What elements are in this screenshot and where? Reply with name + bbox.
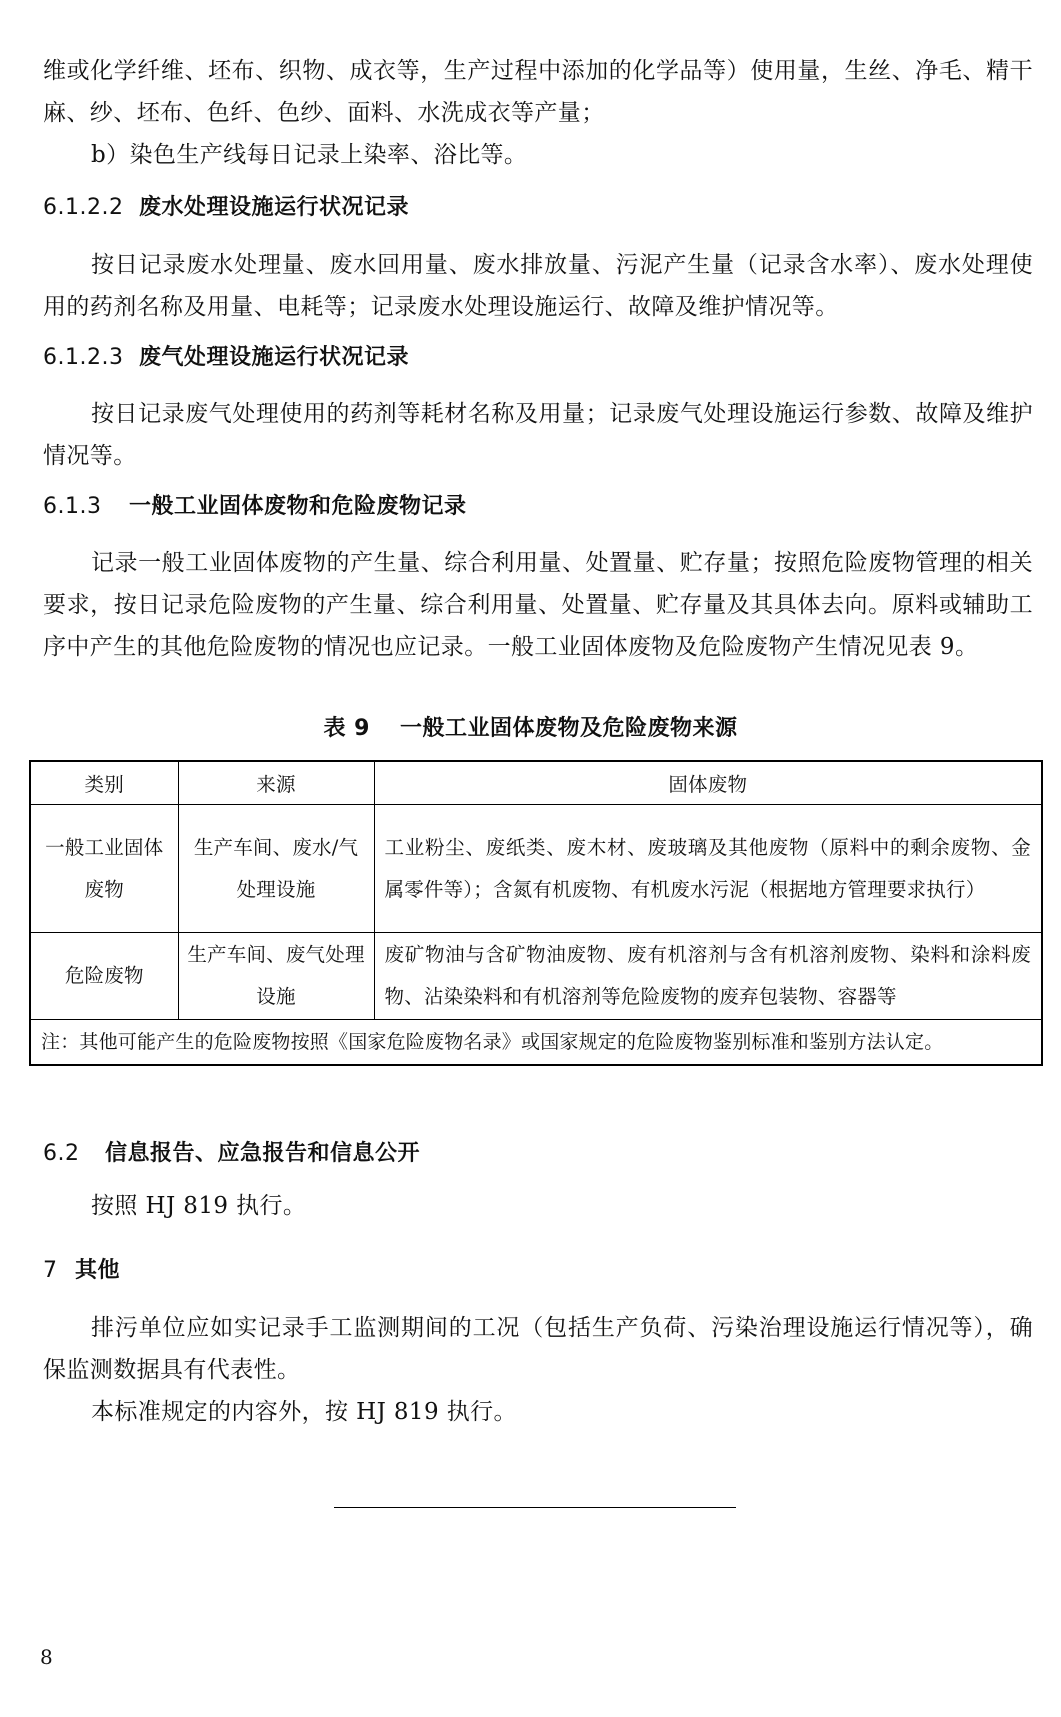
section-number: 6.1.2.3: [43, 345, 124, 370]
page-number: 8: [40, 1645, 53, 1669]
header-source: 来源: [178, 761, 374, 805]
section-title: 一般工业固体废物和危险废物记录: [129, 494, 467, 519]
paragraph-6-1-2-3: 按日记录废气处理使用的药剂等耗材名称及用量；记录废气处理设施运行参数、故障及维护情况等。: [43, 401, 1033, 469]
section-heading-7: [43, 1256, 120, 1286]
section-heading-6-1-2-3: [43, 343, 409, 373]
section-title: 废水处理设施运行状况记录: [139, 195, 410, 220]
continuation-paragraph: 维或化学纤维、坯布、织物、成衣等，生产过程中添加的化学品等）使用量，生丝、净毛、精干麻、纱、坯布、色纤、色纱、面料、水洗成衣等产量；: [43, 58, 1033, 126]
section-heading-6-2: [43, 1139, 420, 1169]
cell-source: 生产车间、废气处理设施: [178, 933, 374, 1020]
section-heading-6-1-3: [43, 492, 467, 522]
end-rule: [334, 1507, 736, 1508]
table-note-row: [30, 1020, 1042, 1066]
cell-category: 危险废物: [30, 933, 178, 1020]
table-note: 注：其他可能产生的危险废物按照《国家危险废物名录》或国家规定的危险废物鉴别标准和鉴别方法认定。: [30, 1020, 1042, 1066]
paragraph-6-1-3: 记录一般工业固体废物的产生量、综合利用量、处置量、贮存量；按照危险废物管理的相关要求，按日记录危险废物的产生量、综合利用量、处置量、贮存量及其具体去向。原料或辅助工序中产生的其他危险废物的情况也应记录。一般工业固体废物及危险废物产生情况见表 9。: [43, 550, 1033, 660]
section-number: 6.1.3: [43, 494, 102, 519]
table-row: [30, 805, 1042, 933]
paragraph-6-1-2-2: 按日记录废水处理量、废水回用量、废水排放量、污泥产生量（记录含水率）、废水处理使用的药剂名称及用量、电耗等；记录废水处理设施运行、故障及维护情况等。: [43, 252, 1033, 320]
waste-source-table: [29, 760, 1043, 1066]
table-title: 一般工业固体废物及危险废物来源: [399, 716, 738, 741]
section-number: 6.2: [43, 1141, 80, 1166]
paragraph-6-2: 按照 HJ 819 执行。: [91, 1193, 307, 1219]
section-heading-6-1-2-2: [43, 193, 409, 223]
header-category: 类别: [30, 761, 178, 805]
section-title: 废气处理设施运行状况记录: [139, 345, 410, 370]
section-title: 其他: [75, 1258, 121, 1283]
section-title: 信息报告、应急报告和信息公开: [105, 1141, 421, 1166]
paragraph-7-b: 本标准规定的内容外，按 HJ 819 执行。: [91, 1399, 517, 1425]
table-row: [30, 933, 1042, 1020]
table-header-row: [30, 761, 1042, 805]
header-solid-waste: 固体废物: [374, 761, 1042, 805]
table-number: 表 9: [323, 716, 370, 741]
paragraph-7-a: 排污单位应如实记录手工监测期间的工况（包括生产负荷、污染治理设施运行情况等），确保监测数据具有代表性。: [43, 1315, 1033, 1383]
section-number: 6.1.2.2: [43, 195, 124, 220]
section-number: 7: [43, 1258, 58, 1283]
cell-waste: 废矿物油与含矿物油废物、废有机溶剂与含有机溶剂废物、染料和涂料废物、沾染染料和有机溶剂等危险废物的废弃包装物、容器等: [374, 933, 1042, 1020]
table-caption: [0, 714, 1061, 744]
list-item-b: b）染色生产线每日记录上染率、浴比等。: [91, 142, 528, 168]
cell-source: 生产车间、废水/气处理设施: [178, 805, 374, 933]
cell-waste: 工业粉尘、废纸类、废木材、废玻璃及其他废物（原料中的剩余废物、金属零件等）；含氮有机废物、有机废水污泥（根据地方管理要求执行）: [374, 805, 1042, 933]
cell-category: 一般工业固体废物: [30, 805, 178, 933]
